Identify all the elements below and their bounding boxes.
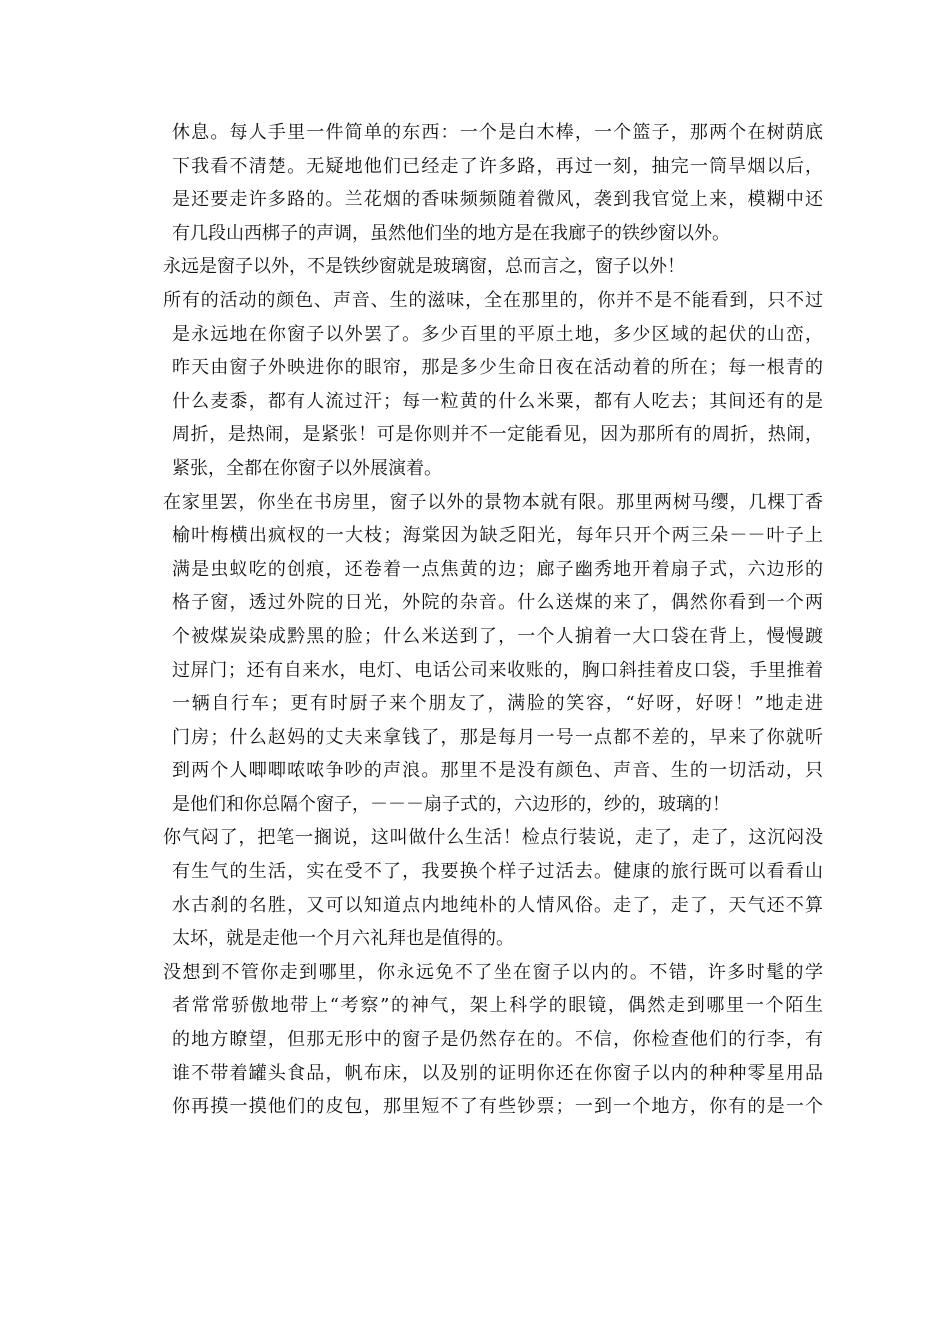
text-line: 所有的活动的颜色、声音、生的滋味，全在那里的，你并不是不能看到，只不过 <box>163 289 823 311</box>
text-line: 格子窗，透过外院的日光，外院的杂音。什么送煤的来了，偶然你看到一个两 <box>172 592 823 614</box>
text-line: 一辆自行车；更有时厨子来个朋友了，满脸的笑容，“好呀，好呀！”地走进 <box>172 693 823 715</box>
text-line: 在家里罢，你坐在书房里，窗子以外的景物本就有限。那里两树马缨，几棵丁香 <box>163 491 823 513</box>
text-line: 永远是窗子以外，不是铁纱窗就是玻璃窗，总而言之，窗子以外！ <box>163 256 685 278</box>
text-line: 有几段山西梆子的声调，虽然他们坐的地方是在我廊子的铁纱窗以外。 <box>172 222 730 244</box>
text-line: 满是虫蚁吃的创痕，还卷着一点焦黄的边；廊子幽秀地开着扇子式，六边形的 <box>172 558 823 580</box>
text-line: 是他们和你总隔个窗子，－－－扇子式的，六边形的，纱的，玻璃的！ <box>172 793 730 815</box>
paragraph-3 <box>163 284 823 486</box>
text-line: 是永远地在你窗子以外罢了。多少百里的平原土地，多少区域的起伏的山峦， <box>172 323 823 345</box>
text-line: 榆叶梅横出疯杈的一大枝；海棠因为缺乏阳光，每年只开个两三朵－－叶子上 <box>172 525 823 547</box>
text-line: 到两个人唧唧哝哝争吵的声浪。那里不是没有颜色、声音、生的一切活动，只 <box>172 760 823 782</box>
text-line: 的地方瞭望，但那无形中的窗子是仍然存在的。不信，你检查他们的行李，有 <box>172 1029 823 1051</box>
text-line: 没想到不管你走到哪里，你永远免不了坐在窗子以内的。不错，许多时髦的学 <box>163 961 823 983</box>
text-line: 昨天由窗子外映进你的眼帘，那是多少生命日夜在活动着的所在；每一根青的 <box>172 357 823 379</box>
text-line: 是还要走许多路的。兰花烟的香味频频随着微风，袭到我官觉上来，模糊中还 <box>172 189 823 211</box>
text-line: 周折，是热闹，是紧张！可是你则并不一定能看见，因为那所有的周折，热闹， <box>172 424 823 446</box>
text-line: 有生气的生活，实在受不了，我要换个样子过活去。健康的旅行既可以看看山 <box>172 861 823 883</box>
paragraph-1 <box>163 116 823 250</box>
text-line: 下我看不清楚。无疑地他们已经走了许多路，再过一刻，抽完一筒旱烟以后， <box>172 155 823 177</box>
text-line: 休息。每人手里一件简单的东西：一个是白木棒，一个篮子，那两个在树荫底 <box>172 122 823 143</box>
paragraph-6 <box>163 956 823 1124</box>
text-line: 门房；什么赵妈的丈夫来拿钱了，那是每月一号一点都不差的，早来了你就听 <box>172 726 823 748</box>
text-line: 太坏，就是走他一个月六礼拜也是值得的。 <box>172 928 514 950</box>
text-line: 你再摸一摸他们的皮包，那里短不了有些钞票；一到一个地方，你有的是一个 <box>172 1096 823 1118</box>
text-line: 你气闷了，把笔一搁说，这叫做什么生活！检点行装说，走了，走了，这沉闷没 <box>163 827 823 849</box>
paragraph-5 <box>163 821 823 955</box>
article-body <box>163 116 823 1124</box>
text-line: 谁不带着罐头食品，帆布床，以及别的证明你还在你窗子以内的种种零星用品 <box>172 1062 823 1084</box>
text-line: 个被煤炭染成黔黑的脸；什么米送到了，一个人掮着一大口袋在背上，慢慢踱 <box>172 625 823 647</box>
text-line: 过屏门；还有自来水，电灯、电话公司来收账的，胸口斜挂着皮口袋，手里推着 <box>172 659 823 681</box>
text-line: 者常常骄傲地带上“考察”的神气，架上科学的眼镜，偶然走到哪里一个陌生 <box>172 995 823 1017</box>
paragraph-4 <box>163 486 823 822</box>
paragraph-2 <box>163 250 823 284</box>
text-line: 紧张，全都在你窗子以外展演着。 <box>172 457 442 479</box>
text-line: 水古刹的名胜，又可以知道点内地纯朴的人情风俗。走了，走了，天气还不算 <box>172 894 823 916</box>
text-line: 什么麦黍，都有人流过汗；每一粒黄的什么米粟，都有人吃去；其间还有的是 <box>172 390 823 412</box>
